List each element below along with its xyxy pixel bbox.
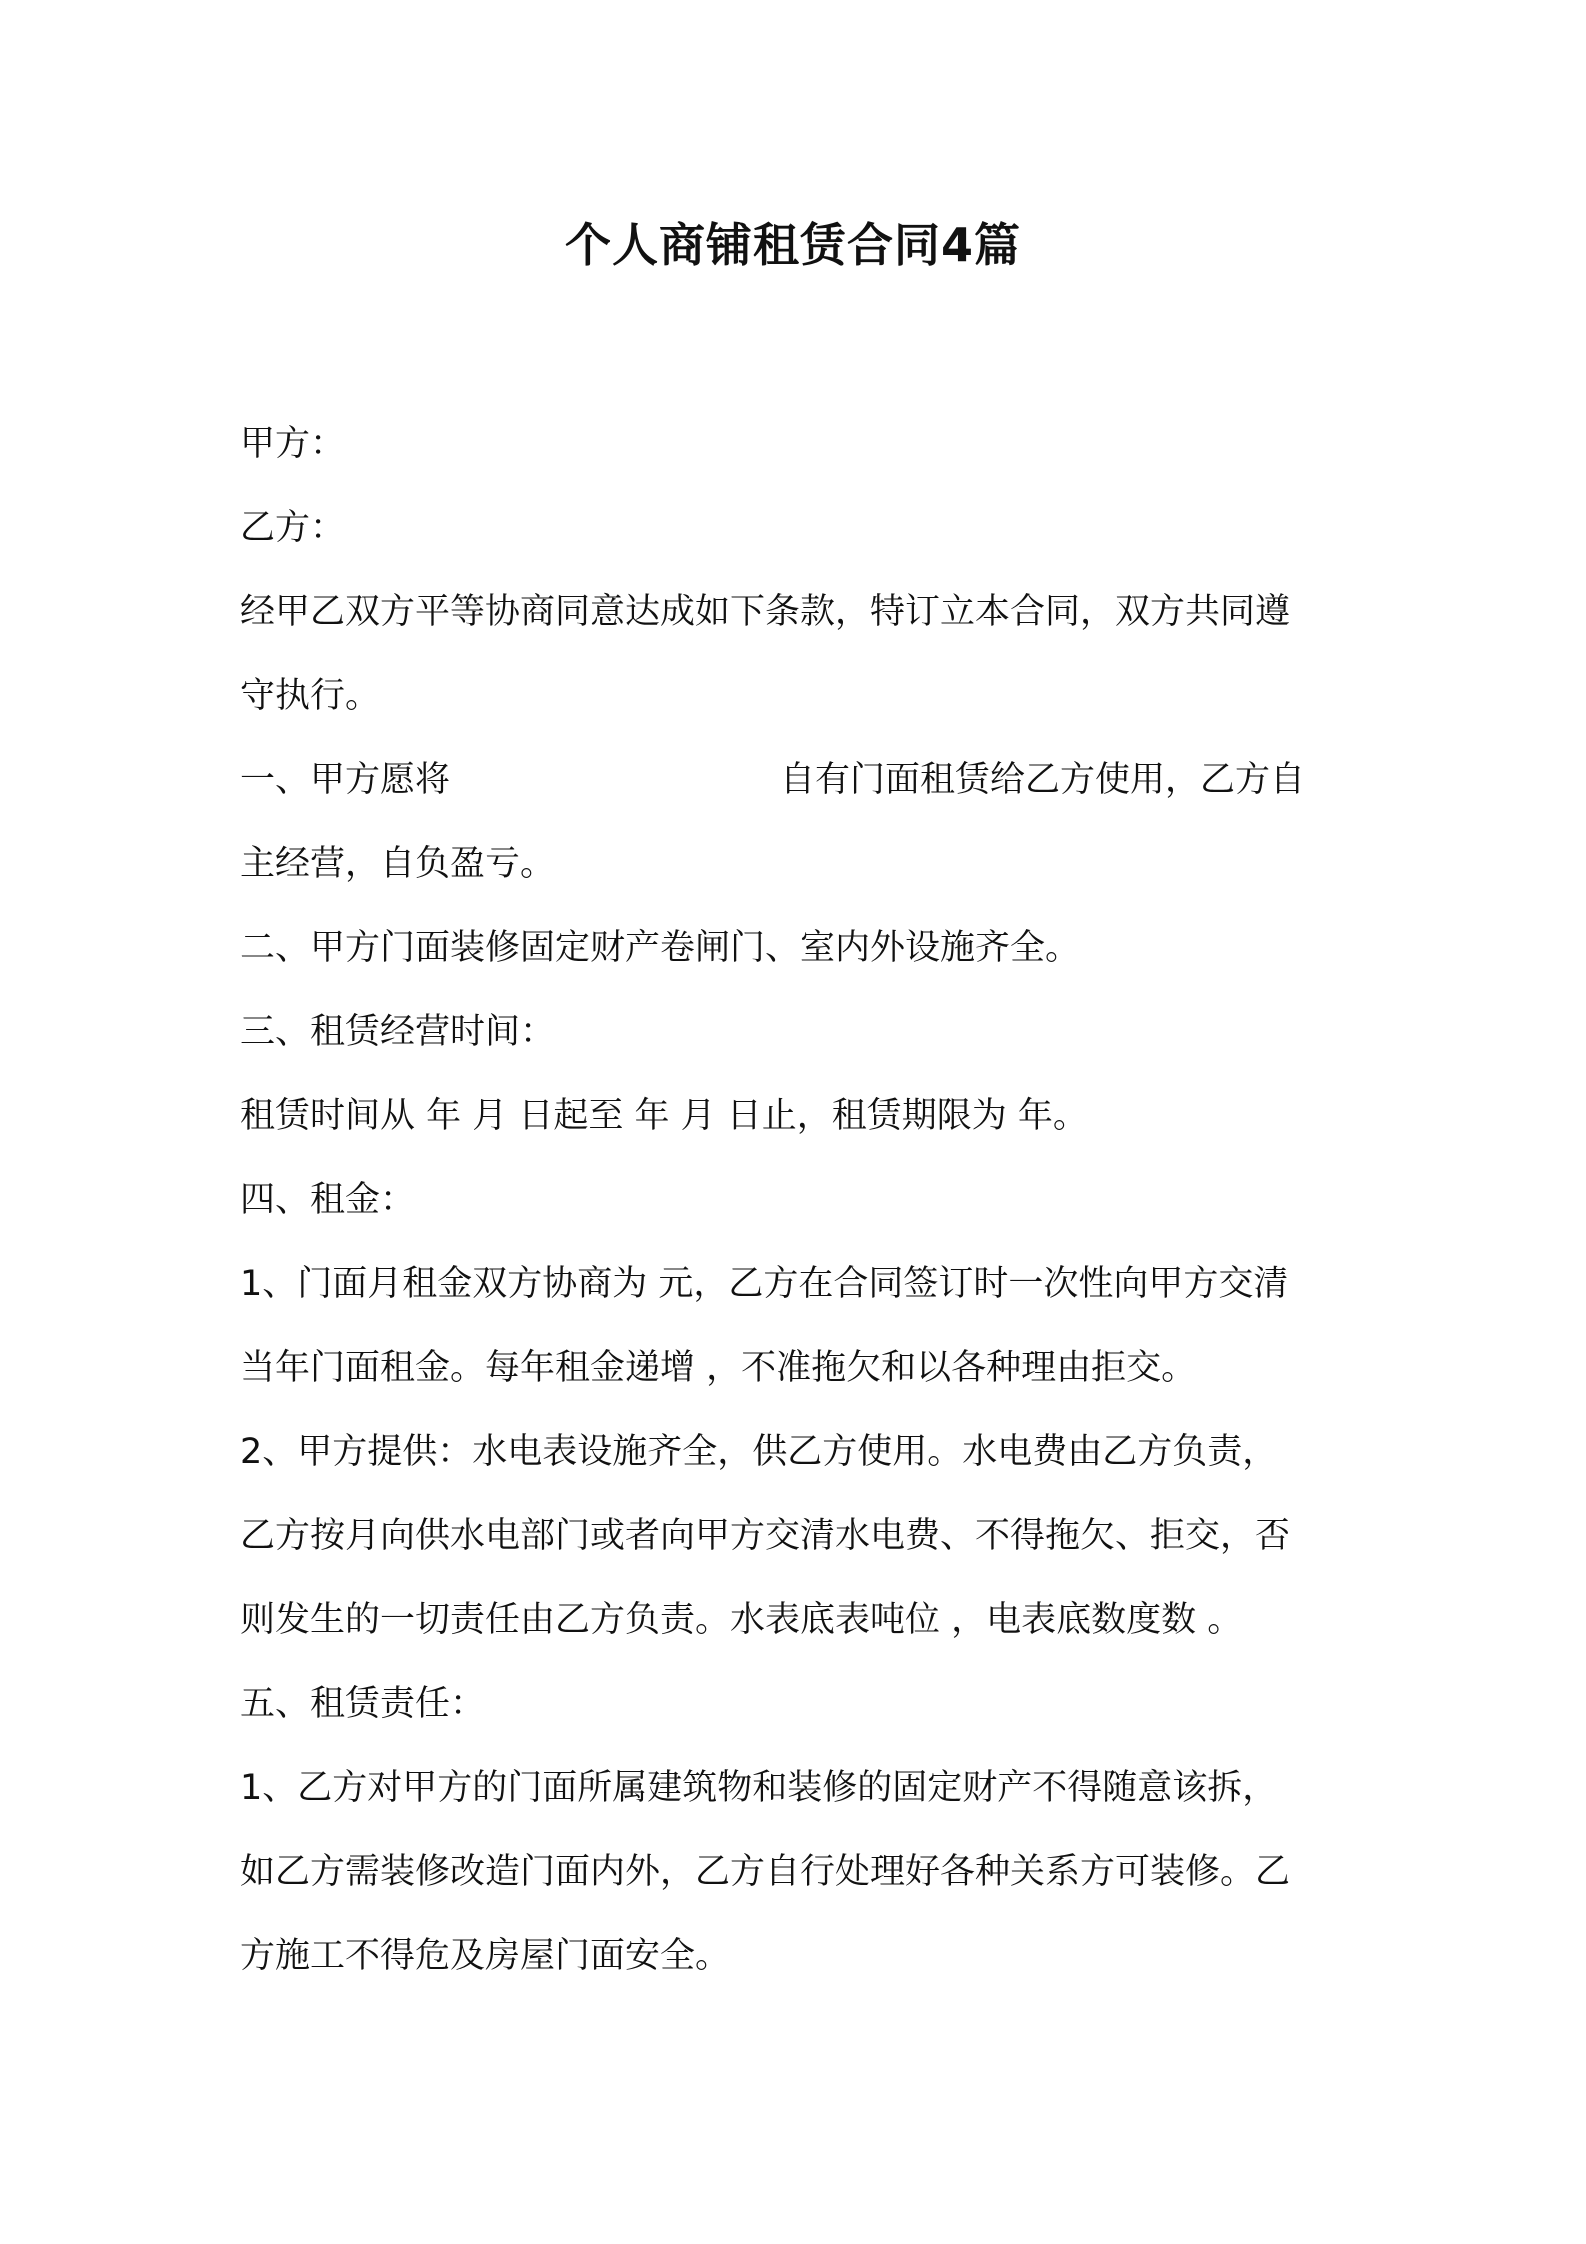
preamble-line-2: 守执行。: [240, 676, 381, 716]
preamble-line-1: 经甲乙双方平等协商同意达成如下条款，特订立本合同，双方共同遵: [240, 592, 1291, 632]
clause-4-heading: 四、租金：: [240, 1180, 416, 1220]
party-a-line: 甲方：: [240, 424, 346, 464]
liability-item-1-line-1: 1、乙方对甲方的门面所属建筑物和装修的固定财产不得随意该拆，: [240, 1768, 1278, 1808]
clause-5-heading: 五、租赁责任：: [240, 1684, 486, 1724]
clause-2-line: 二、甲方门面装修固定财产卷闸门、室内外设施齐全。: [240, 928, 1081, 968]
party-b-line: 乙方：: [240, 508, 346, 548]
clause-1-text-after: 自有门面租赁给乙方使用，乙方自: [780, 760, 1306, 800]
rent-item-2-line-3: 则发生的一切责任由乙方负责。水表底表吨位 ，电表底数度数 。: [240, 1600, 1243, 1640]
liability-item-1-line-2: 如乙方需装修改造门面内外，乙方自行处理好各种关系方可装修。乙: [240, 1852, 1291, 1892]
lease-period-line: 租赁时间从 年 月 日起至 年 月 日止，租赁期限为 年。: [240, 1096, 1088, 1136]
clause-3-heading: 三、租赁经营时间：: [240, 1012, 556, 1052]
clause-1-line-1: [240, 738, 1360, 822]
rent-item-1-line-1: 1、门面月租金双方协商为 元，乙方在合同签订时一次性向甲方交清: [240, 1264, 1289, 1304]
document-title: 个人商铺租赁合同4篇: [564, 218, 1021, 272]
rent-item-2-line-1: 2、甲方提供：水电表设施齐全，供乙方使用。水电费由乙方负责，: [240, 1432, 1278, 1472]
rent-item-2-line-2: 乙方按月向供水电部门或者向甲方交清水电费、不得拖欠、拒交，否: [240, 1516, 1291, 1556]
rent-item-1-line-2: 当年门面租金。每年租金递增 ，不准拖欠和以各种理由拒交。: [240, 1348, 1197, 1388]
liability-item-1-line-3: 方施工不得危及房屋门面安全。: [240, 1936, 731, 1976]
document-body: [240, 402, 1360, 1998]
clause-1-line-2: 主经营，自负盈亏。: [240, 844, 556, 884]
clause-1-text-before: 一、甲方愿将: [240, 760, 451, 800]
